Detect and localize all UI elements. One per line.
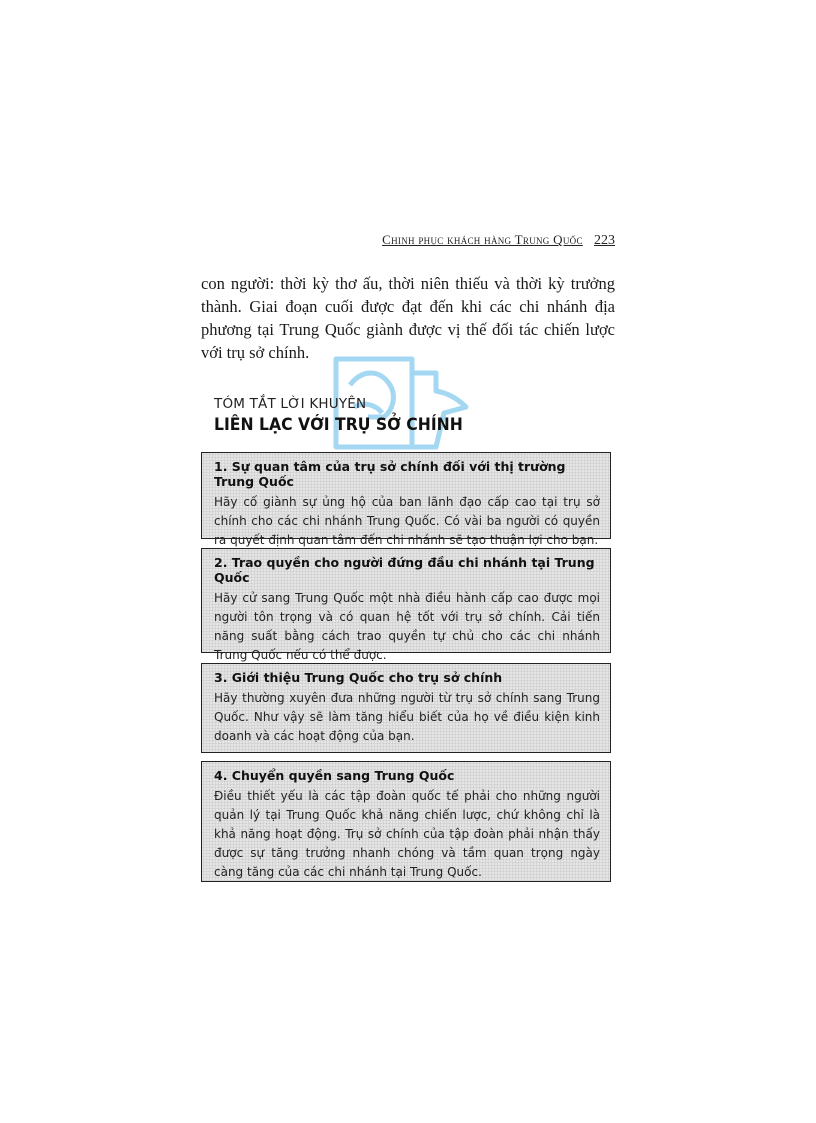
page-number: 223 [594, 233, 615, 248]
advice-box-title: 2. Trao quyền cho người đứng đầu chi nhánh tại Trung Quốc [214, 555, 595, 585]
running-header [201, 232, 615, 249]
summary-kicker: TÓM TẮT LỜI KHUYÊN [214, 396, 367, 412]
advice-box-text: Hãy cử sang Trung Quốc một nhà điều hành cấp cao được mọi người tôn trọng và có quan hệ tốt với trụ sở chính. Cải tiến năng suất bằng cách trao quyền tự chủ cho các chi nhánh Trung Quốc nếu có thể được. [214, 591, 600, 662]
advice-box-title: 4. Chuyển quyền sang Trung Quốc [214, 768, 455, 783]
advice-box-1 [201, 452, 611, 547]
advice-box-text: Điều thiết yếu là các tập đoàn quốc tế phải cho những người quản lý tại Trung Quốc khả năng chiến lược, chứ không chỉ là khả năng hoạt động. Trụ sở chính của tập đoàn phải nhận thấy được sự tăng trưởng nhanh chóng và tầm quan trọng ngày càng tăng của các chi nhánh tại Trung Quốc. [214, 789, 600, 879]
advice-box-3 [201, 663, 611, 753]
running-header-title: Chinh phục khách hàng Trung Quốc [382, 232, 583, 247]
advice-box-2 [201, 548, 611, 662]
advice-box-title: 1. Sự quan tâm của trụ sở chính đối với thị trường Trung Quốc [214, 459, 566, 489]
body-paragraph: con người: thời kỳ thơ ấu, thời niên thiếu và thời kỳ trưởng thành. Giai đoạn cuối được đạt đến khi các chi nhánh địa phương tại Trung Quốc giành được vị thế đối tác chiến lược với trụ sở chính. [201, 274, 615, 362]
advice-box-4 [201, 761, 611, 882]
summary-title: LIÊN LẠC VỚI TRỤ SỞ CHÍNH [214, 415, 463, 435]
advice-box-text: Hãy thường xuyên đưa những người từ trụ sở chính sang Trung Quốc. Như vậy sẽ làm tăng hiểu biết của họ về điều kiện kinh doanh và các hoạt động của bạn. [214, 691, 600, 743]
advice-box-text: Hãy cố giành sự ủng hộ của ban lãnh đạo cấp cao tại trụ sở chính cho các chi nhánh Trung Quốc. Có vài ba người có quyền ra quyết định quan tâm đến chi nhánh sẽ tạo thuận lợi cho bạn. [214, 495, 600, 547]
advice-box-title: 3. Giới thiệu Trung Quốc cho trụ sở chính [214, 670, 503, 685]
